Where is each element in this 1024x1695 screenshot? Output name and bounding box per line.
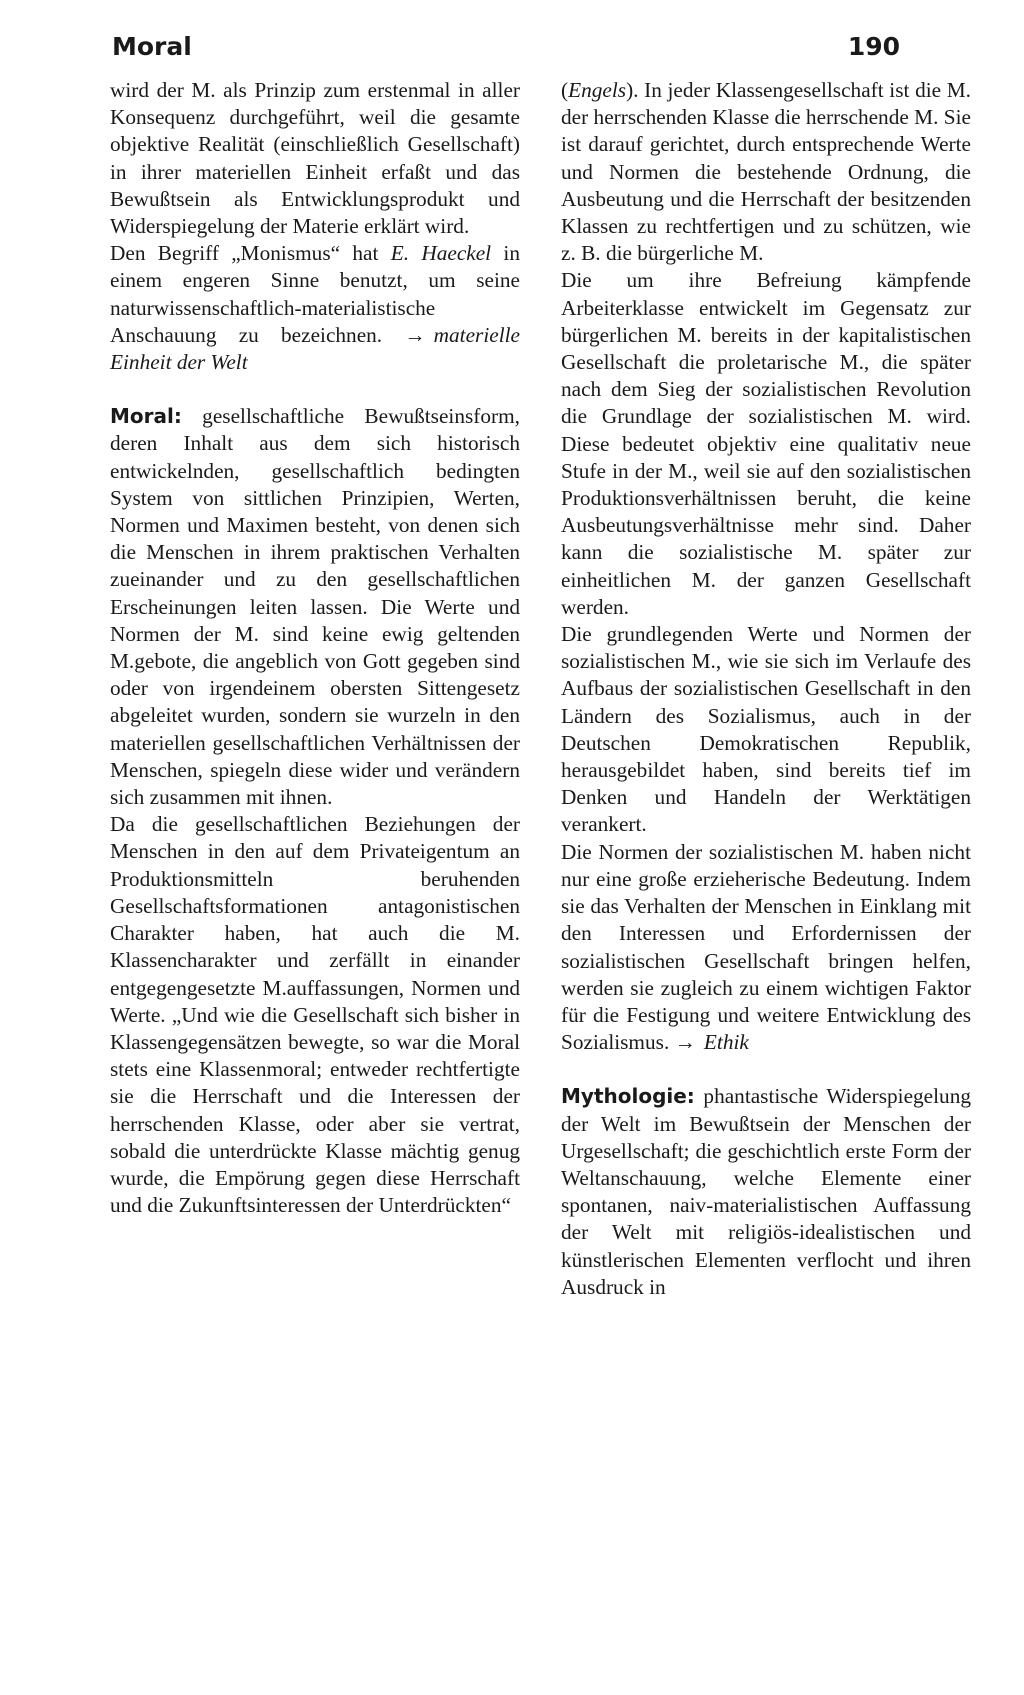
cross-reference-link[interactable]: Ethik — [703, 1030, 749, 1055]
entry-definition: gesellschaftliche Bewußtseinsform, deren Inhalt aus dem sich historisch entwickelnden, gesellschaftlich bedingten System von sittlichen Prinzipien, Werten, Normen und Maximen besteht, von denen sich die Menschen in ihrem praktischen Verhalten zueinander und zu den gesellschaftlichen Erscheinungen leiten lassen. Die Werte und Normen der M. sind keine ewig geltenden M.gebote, die angeblich von Gott gegeben sind oder von irgendeinem obersten Sittengesetz abgeleitet wurden, sondern sie wurzeln in den materiellen gesellschaftlichen Verhältnissen der Menschen, spiegeln diese wider und verändern sich zusammen mit ihnen. — [110, 404, 520, 810]
header-title: Moral — [112, 31, 192, 61]
left-column — [110, 77, 520, 1219]
paragraph-class-character: Da die gesellschaftlichen Beziehungen der Menschen in den auf dem Privateigentum an Produktionsmitteln beruhenden Gesellschaftsformationen antagonistischen Charakter haben, hat auch die M. Klassencharakter und zerfällt in einander entgegengesetzte M.auffassungen, Normen und Werte. „Und wie die Gesellschaft sich bisher in Klassengegensätzen bewegte, so war die Moral stets eine Klassenmoral; entweder rechtfertigte sie die Herrschaft und die Interessen der herrschenden Klasse, oder aber sie vertrat, sobald die unterdrückte Klasse mächtig genug wurde, die Empörung gegen diese Herrschaft und die Zukunftsinteressen der Unterdrückten“ — [110, 812, 520, 1218]
entry-mythologie — [561, 1083, 971, 1301]
entry-moral — [110, 403, 520, 811]
paragraph-engels: (Engels). In jeder Klassengesellschaft ist die M. der herrschenden Klasse die herrschende M. Sie ist darauf gerichtet, durch entsprechende Werte und Normen die bestehende Ordnung, die Ausbeutung und die Herrschaft der besitzenden Klassen zu rechtfertigen und zu schützen, wie z. B. die bürgerliche M. — [561, 78, 971, 266]
cross-reference-arrow-icon: → — [404, 322, 426, 347]
author-name: E. Haeckel — [390, 241, 492, 266]
cross-reference-arrow-icon: → — [674, 1030, 696, 1055]
running-header — [112, 26, 900, 66]
entry-term-mythologie: Mythologie: — [561, 1084, 695, 1109]
right-column — [561, 77, 971, 1301]
paragraph-socialist-norms: Die Normen der sozialistischen M. haben nicht nur eine große erzieherische Bedeutung. Indem sie das Verhalten der Menschen in Einklang mit den Interessen und Erfordernissen der sozialistischen Gesellschaft bringen helfen, werden sie zugleich zu einem wichtigen Faktor für die Festigung und weitere Entwicklung des Sozialismus. → Ethik — [561, 839, 971, 1055]
author-name: Engels — [568, 78, 627, 102]
paragraph-proletarian-moral: Die um ihre Befreiung kämpfende Arbeiterklasse entwickelt im Gegensatz zur bürgerlichen M. bereits in der kapitalistischen Gesellschaft die proletarische M., die später nach dem Sieg der sozialistischen Revolution die Grundlage der sozialistischen M. wird. Diese bedeutet objektiv eine qualitativ neue Stufe in der M., weil sie auf den sozialistischen Produktionsverhältnissen beruht, die keine Ausbeutungsverhältnisse mehr sind. Daher kann die sozialistische M. später zur einheitlichen M. der ganzen Gesellschaft werden. — [561, 268, 971, 619]
page-number: 190 — [847, 31, 900, 61]
paragraph-monism-end: wird der M. als Prinzip zum erstenmal in aller Konsequenz durchgeführt, weil die gesamte objektive Realität (einschließlich Gesellschaft) in ihrer materiellen Einheit erfaßt und das Bewußtsein als Entwicklungsprodukt und Widerspiegelung der Materie erklärt wird. — [110, 78, 520, 239]
paragraph-haeckel: Den Begriff „Monismus“ hat E. Haeckel in einem engeren Sinne benutzt, um seine naturwissenschaftlich-materialistische Anschauung zu bezeichnen. → materielle Einheit der Welt — [110, 241, 520, 375]
entry-definition: phantastische Widerspiegelung der Welt im Bewußtsein der Menschen der Urgesellschaft; die geschichtlich erste Form der Weltanschauung, welche Elemente einer spontanen, naiv-materialistischen Auffassung der Welt mit religiös-idealistischen und künstlerischen Elementen verflocht und ihren Ausdruck in — [561, 1084, 971, 1299]
entry-term-moral: Moral: — [110, 404, 182, 429]
cross-reference-link[interactable]: materielle Einheit der Welt — [110, 322, 520, 375]
paragraph-socialist-values: Die grundlegenden Werte und Normen der sozialistischen M., wie sie sich im Verlaufe des Aufbaus der sozialistischen Gesellschaft in den Ländern des Sozialismus, auch in der Deutschen Demokratischen Republik, herausgebildet haben, sind bereits tief im Denken und Handeln der Werktätigen verankert. — [561, 622, 971, 837]
